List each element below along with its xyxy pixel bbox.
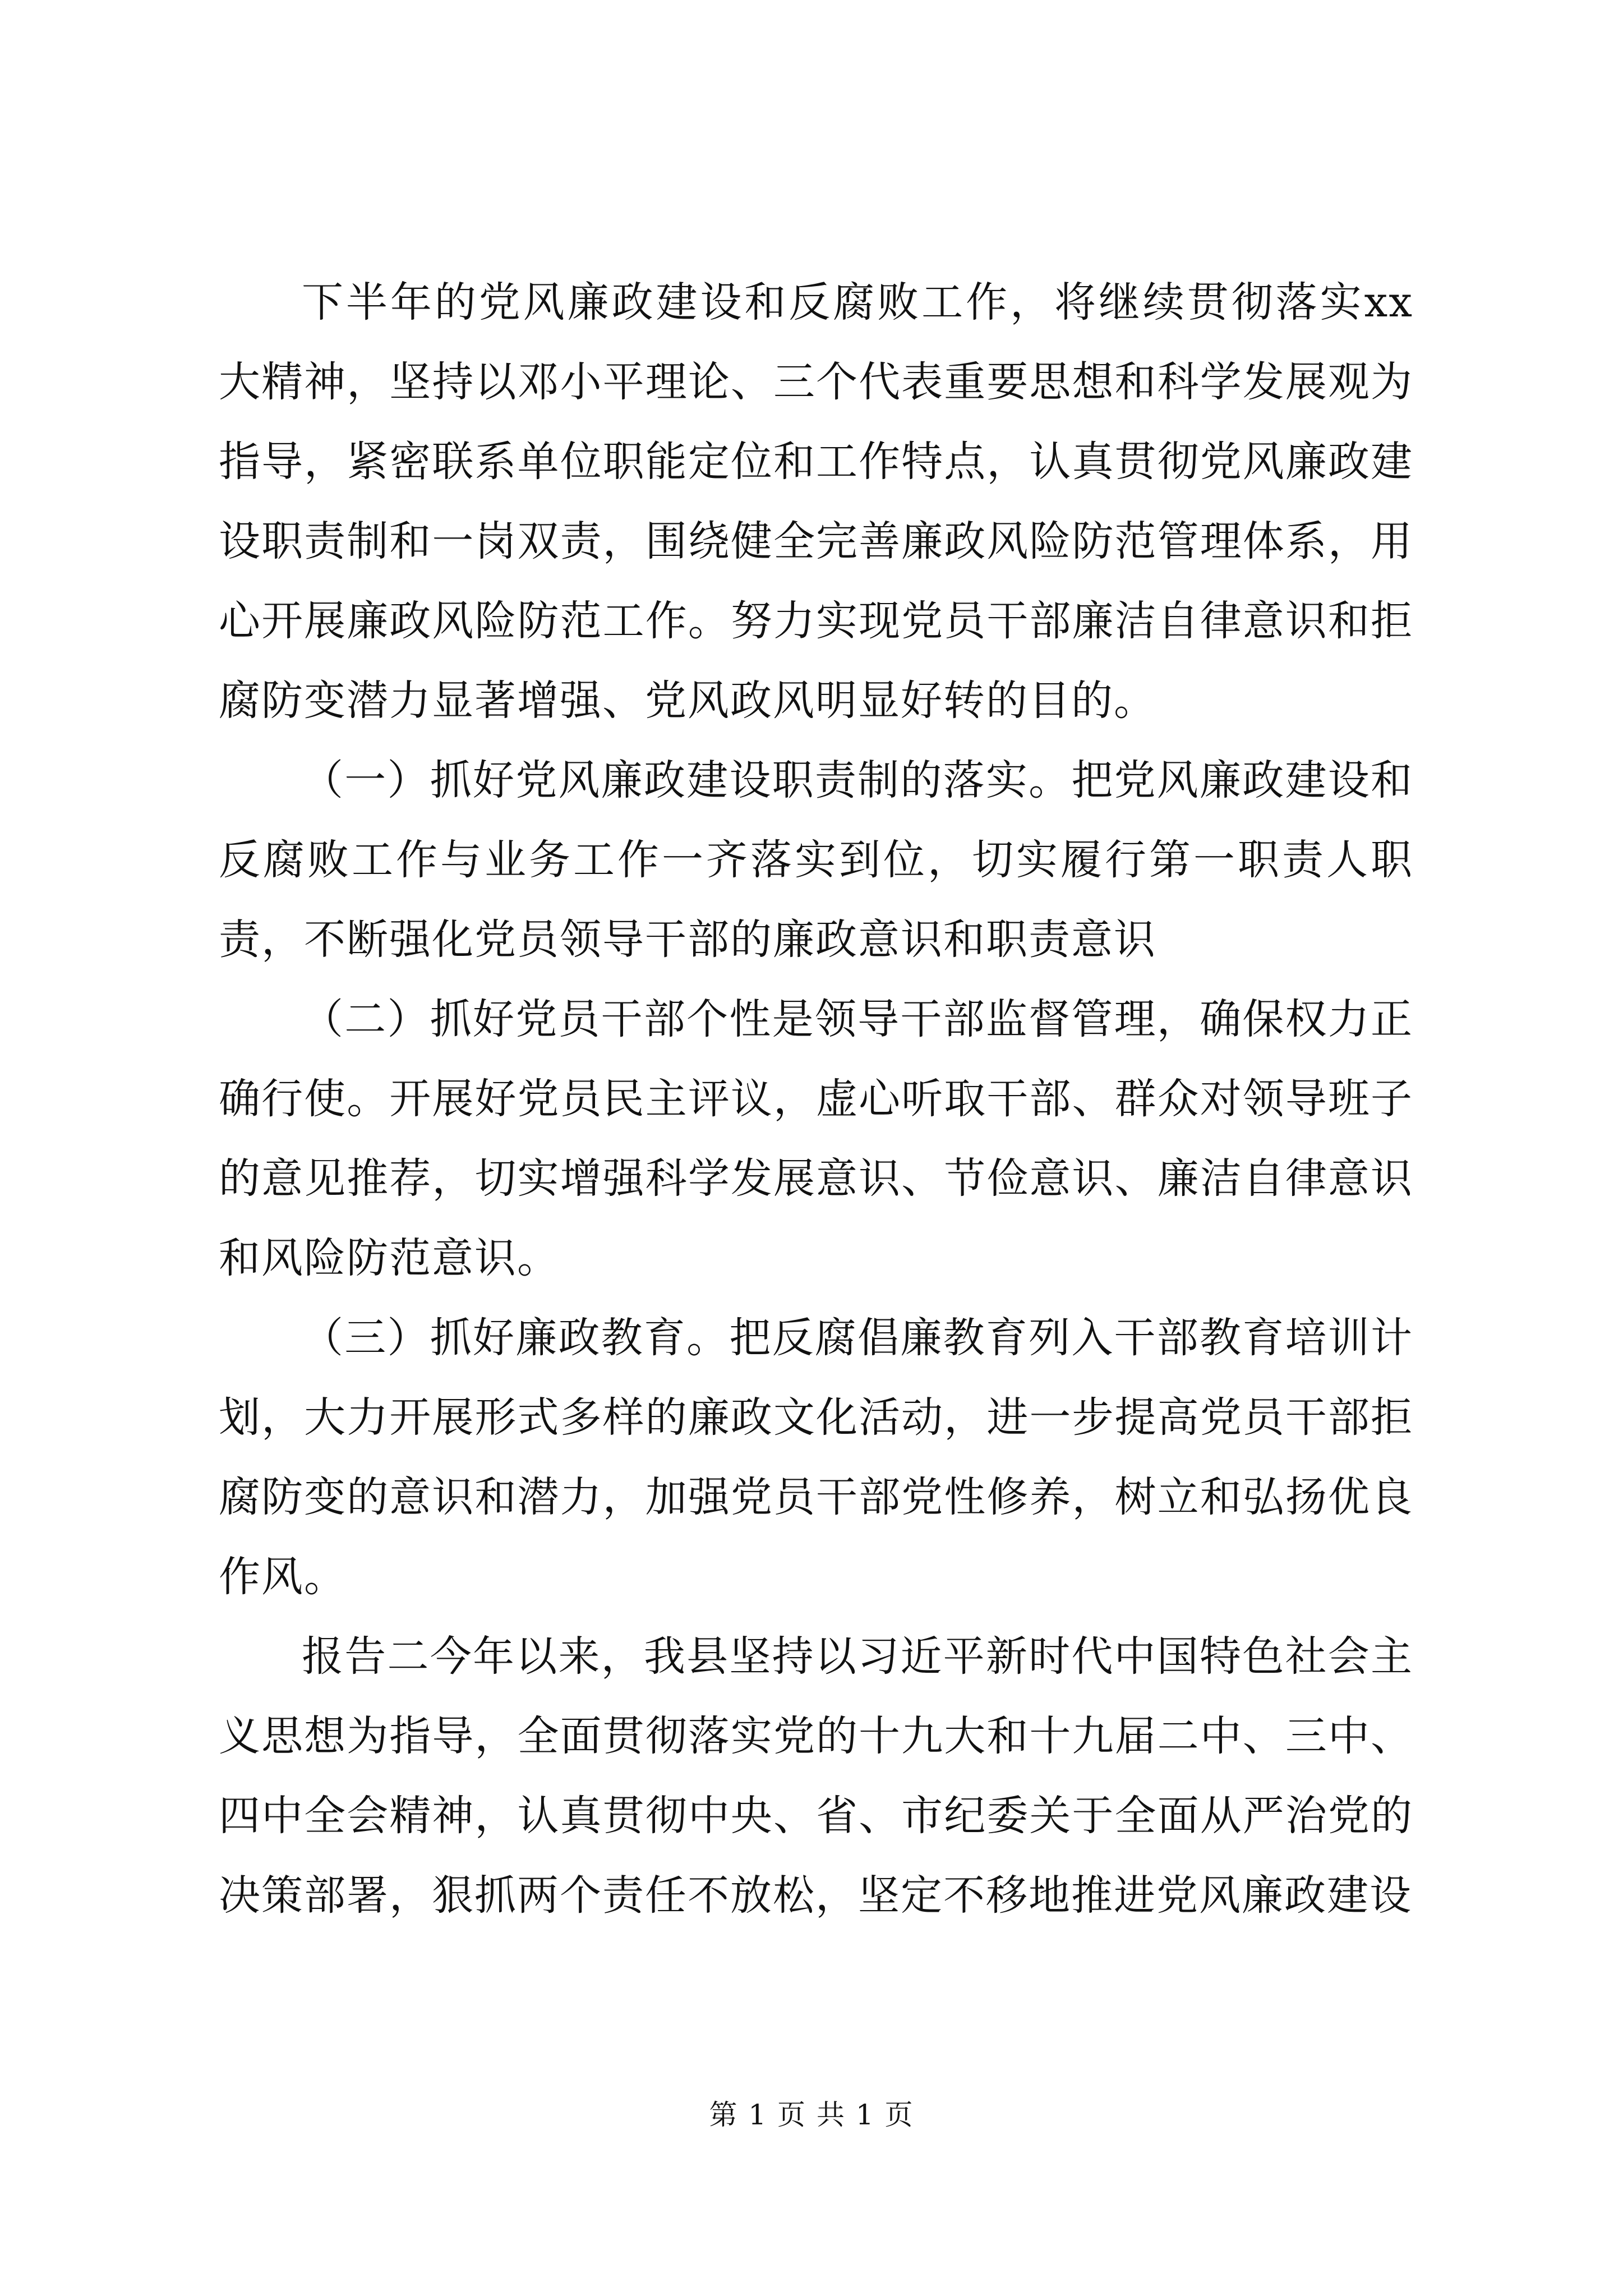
paragraph-section-1: （一）抓好党风廉政建设职责制的落实。把党风廉政建设和反腐败工作与业务工作一齐落实到位，切实履行第一职责人职责，不断强化党员领导干部的廉政意识和职责意识 <box>219 756 1413 964</box>
paragraph-section-3: （三）抓好廉政教育。把反腐倡廉教育列入干部教育培训计划，大力开展形式多样的廉政文化活动，进一步提高党员干部拒腐防变的意识和潜力，加强党员干部党性修养，树立和弘扬优良作风。 <box>219 1314 1413 1601</box>
paragraph-report-2: 报告二今年以来，我县坚持以习近平新时代中国特色社会主义思想为指导，全面贯彻落实党的十九大和十九届二中、三中、四中全会精神，认真贯彻中央、省、市纪委关于全面从严治党的决策部署，狠抓两个责任不放松，坚定不移地推进党风廉政建设 <box>219 1632 1413 1920</box>
page-number-footer: 第 1 页 共 1 页 <box>709 2099 914 2131</box>
document-body <box>219 263 1413 1935</box>
paragraph-intro: 下半年的党风廉政建设和反腐败工作，将继续贯彻落实xx大精神，坚持以邓小平理论、三个代表重要思想和科学发展观为指导，紧密联系单位职能定位和工作特点，认真贯彻党风廉政建设职责制和一岗双责，围绕健全完善廉政风险防范管理体系，用心开展廉政风险防范工作。努力实现党员干部廉洁自律意识和拒腐防变潜力显著增强、党风政风明显好转的目的。 <box>219 278 1413 725</box>
paragraph-section-2: （二）抓好党员干部个性是领导干部监督管理，确保权力正确行使。开展好党员民主评议，虚心听取干部、群众对领导班子的意见推荐，切实增强科学发展意识、节俭意识、廉洁自律意识和风险防范意识。 <box>219 995 1413 1282</box>
